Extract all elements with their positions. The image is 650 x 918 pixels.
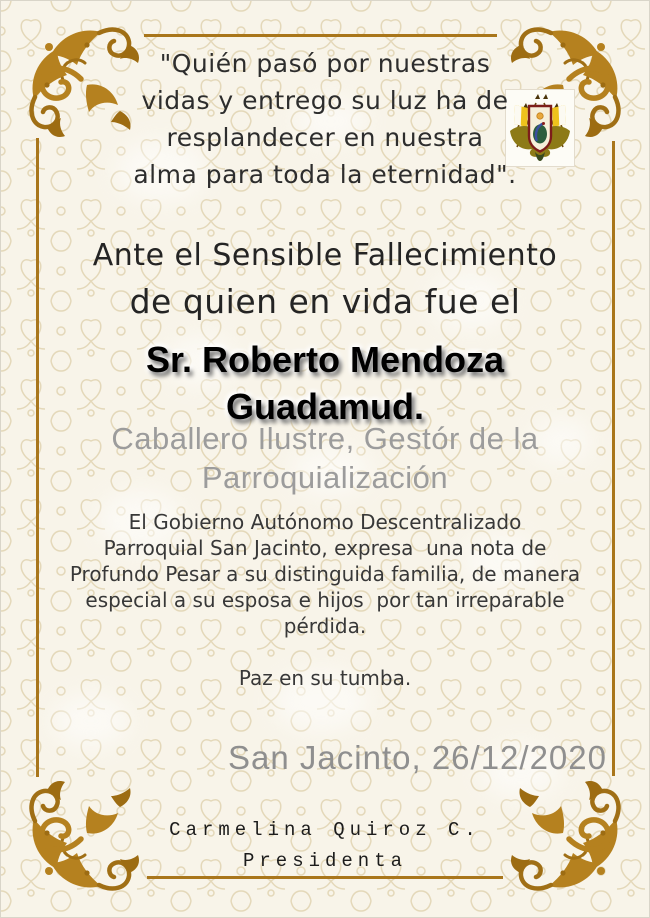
- honorific-title-line: Parroquialización: [201, 460, 449, 495]
- quote-line: resplandecer en nuestra: [166, 123, 484, 152]
- quote-line: "Quién pasó por nuestras: [159, 49, 491, 78]
- quote-line: vidas y entrego su luz ha de: [141, 86, 509, 115]
- message-line: Profundo Pesar a su distinguida familia, de manera: [69, 562, 581, 586]
- signature-title: Presidenta: [242, 850, 408, 872]
- frame-line-top: [144, 34, 497, 37]
- message-line: El Gobierno Autónomo Descentralizado: [128, 510, 522, 534]
- deceased-name-line: Sr. Roberto Mendoza: [145, 339, 505, 380]
- signature-block: [1, 815, 649, 877]
- deceased-honorific-title: [1, 419, 649, 497]
- deceased-name: [1, 336, 649, 430]
- honorific-title-line: Caballero Ilustre, Gestór de la: [111, 421, 539, 456]
- memorial-quote: [113, 45, 537, 193]
- announcement-subheading: de quien en vida fue el: [129, 282, 521, 321]
- signature-name: Carmelina Quiroz C.: [169, 819, 481, 841]
- announcement-heading: Ante el Sensible Fallecimiento: [92, 238, 558, 273]
- farewell-text: Paz en su tumba.: [238, 666, 412, 690]
- message-line: Parroquial San Jacinto, expresa una nota de: [103, 536, 547, 560]
- place-date-line: San Jacinto, 26/12/2020: [228, 739, 607, 776]
- message-line: pérdida.: [283, 614, 367, 638]
- deceased-name-line: Guadamud.: [225, 386, 425, 427]
- quote-line: alma para toda la eternidad".: [133, 160, 517, 189]
- message-line: especial a su esposa e hijos por tan irreparable: [85, 588, 565, 612]
- condolence-message: [1, 509, 649, 639]
